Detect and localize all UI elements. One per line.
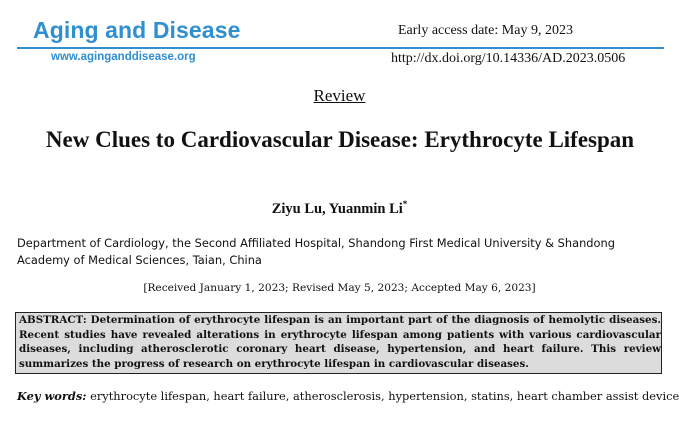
- keywords-line: [17, 389, 679, 403]
- article-type-wrapper: [0, 86, 679, 106]
- abstract-label: ABSTRACT:: [19, 314, 87, 326]
- journal-name: Aging and Disease: [33, 17, 241, 43]
- article-type: Review: [313, 86, 366, 105]
- keywords-label: Key words:: [17, 389, 87, 403]
- authors-line: [0, 201, 679, 218]
- article-title: New Clues to Cardiovascular Disease: Erythrocyte Lifespan: [45, 127, 635, 152]
- journal-url[interactable]: www.aginganddisease.org: [51, 51, 196, 63]
- early-access-date: Early access date: May 9, 2023: [398, 23, 573, 38]
- affiliation: Department of Cardiology, the Second Affiliated Hospital, Shandong First Medical University & Shandong Academy of Medical Sciences, Taian, China: [17, 236, 615, 267]
- doi-link[interactable]: http://dx.doi.org/10.14336/AD.2023.0506: [391, 51, 626, 66]
- header-rule: [17, 47, 664, 49]
- author-names: Ziyu Lu, Yuanmin Li: [271, 201, 403, 217]
- abstract-paragraph: [19, 313, 661, 371]
- keywords-text: erythrocyte lifespan, heart failure, atherosclerosis, hypertension, statins, heart chamber assist device: [90, 389, 679, 403]
- submission-dates: [Received January 1, 2023; Revised May 5, 2023; Accepted May 6, 2023]: [143, 282, 536, 294]
- corresponding-author-mark: *: [402, 199, 408, 210]
- abstract-body: Determination of erythrocyte lifespan is an important part of the diagnosis of hemolytic diseases. Recent studies have revealed alterations in erythrocyte lifespan among patients with various cardiovascular diseases, including atherosclerotic coronary heart disease, hypertension, and heart failure. This review summarizes the progress of research on erythrocyte lifespan in cardiovascular diseases.: [19, 314, 661, 370]
